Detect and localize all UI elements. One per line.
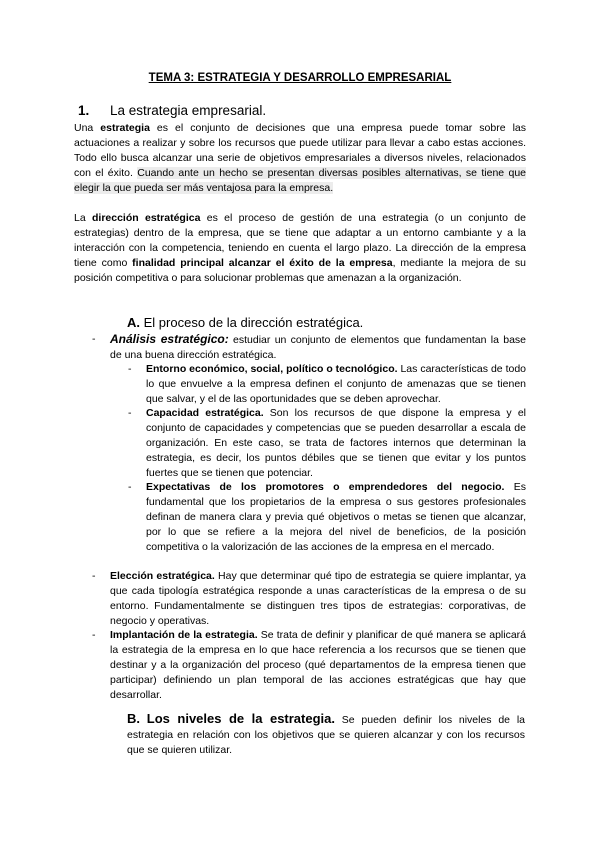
- label-entorno: Entorno económico, social, político o tecnológico.: [146, 363, 398, 375]
- highlighted-text: Cuando ante un hecho se presentan diversas posibles alternativas, se tiene que elegir la que pueda ser más ventajosa para la empresa.: [74, 167, 526, 194]
- list-dash: -: [128, 363, 132, 375]
- list-dash: -: [128, 407, 132, 419]
- term-finalidad: finalidad principal alcanzar el éxito de la empresa: [132, 257, 393, 269]
- text-run: La: [74, 212, 92, 224]
- term-estrategia: estrategia: [100, 122, 150, 134]
- section-1-heading: [78, 103, 266, 118]
- paragraph-direccion: [74, 211, 526, 286]
- text-run: , mediante la mejora de su posición competitiva o para solucionar problemas que amenazan a la organización.: [74, 257, 527, 284]
- list-dash: -: [128, 481, 132, 493]
- section-a-heading: [127, 315, 363, 330]
- paragraph-estrategia: [74, 121, 526, 196]
- text-run: Se trata de definir y planificar de qué manera se aplicará la estrategia de la empresa en lo que hace referencia a los recursos que se tienen que destinar y a la organización del proceso (qué departamentos de la empresa tienen que participar) definiendo un plan temporal de las acciones estratégicas que hay que desarrollar.: [110, 629, 527, 701]
- text-run: Una: [74, 122, 101, 134]
- list-dash: -: [92, 570, 96, 582]
- section-b-paragraph: [127, 711, 525, 758]
- list-item-implantacion: [110, 628, 526, 703]
- section-1-title: La estrategia empresarial.: [110, 103, 267, 118]
- label-analisis: Análisis estratégico:: [110, 332, 229, 346]
- text-run: Hay que determinar qué tipo de estrategia se quiere implantar, ya que cada tipología estratégica responde a unas características de la empresa o de su entorno. Fundamentalmente se distinguen tres tipos de estrategias: corporativas, de negocio y operativas.: [110, 570, 526, 627]
- text-run: Se pueden definir los niveles de la estrategia en relación con los objetivos que se quieren alcanzar y con los recursos que se quieren utilizar.: [127, 714, 525, 756]
- label-eleccion: Elección estratégica.: [110, 570, 215, 582]
- document-title: TEMA 3: ESTRATEGIA Y DESARROLLO EMPRESARIAL: [148, 72, 452, 84]
- list-item-eleccion: [110, 569, 526, 629]
- section-b-letter: B.: [127, 711, 140, 726]
- list-dash: -: [92, 333, 96, 345]
- label-capacidad: Capacidad estratégica.: [146, 407, 264, 419]
- section-1-number: 1.: [78, 103, 90, 118]
- label-expectativas: Expectativas de los promotores o emprendedores del negocio.: [146, 481, 505, 493]
- text-run: Es fundamental que los propietarios de la empresa o sus gestores profesionales definan de manera clara y previa qué objetivos o metas se tienen que alcanzar, por lo que se refiere a la mejora del nivel de beneficios, de la posición competitiva o la valorización de las acciones de la empresa en el mercado.: [146, 481, 527, 553]
- list-item-analisis: [110, 332, 526, 363]
- section-b-title: Los niveles de la estrategia.: [146, 711, 335, 726]
- sublist-item-entorno: [146, 362, 526, 407]
- section-a-letter: A.: [127, 315, 140, 330]
- text-run: estudiar un conjunto de elementos que fundamentan la base de una buena dirección estratégica.: [110, 334, 526, 361]
- list-dash: -: [92, 629, 96, 641]
- text-run: es el proceso de gestión de una estrategia (o un conjunto de estrategias) dentro de la empresa, que se tiene que adaptar a un entorno cambiante y a la interacción con la competencia, teniendo en cuenta el largo plazo. La dirección de la empresa tiene como: [74, 212, 526, 269]
- term-direccion-estrategica: dirección estratégica: [92, 212, 201, 224]
- section-a-title: El proceso de la dirección estratégica.: [143, 315, 364, 330]
- text-run: es el conjunto de decisiones que una empresa puede tomar sobre las actuaciones a realizar y sobre los recursos que puede utilizar para llevar a cabo estas acciones. Todo ello busca alcanzar una serie de objetivos empresariales a diversos niveles, relacionados con el éxito.: [74, 122, 527, 179]
- text-run: Las características de todo lo que envuelve a la empresa definen el conjunto de amenazas que se tienen que salvar, y el de las oportunidades que se deben aprovechar.: [146, 363, 527, 405]
- text-run: Son los recursos de que dispone la empresa y el conjunto de capacidades y competencias que se pueden desarrollar a escala de organización. En este caso, se trata de factores internos que determinan la estrategia, es decir, los puntos débiles que se tienen que evitar y los puntos fuertes que se tienen que potenciar.: [146, 407, 526, 479]
- sublist-item-capacidad: [146, 406, 526, 481]
- sublist-item-expectativas: [146, 480, 526, 555]
- label-implantacion: Implantación de la estrategia.: [110, 629, 258, 641]
